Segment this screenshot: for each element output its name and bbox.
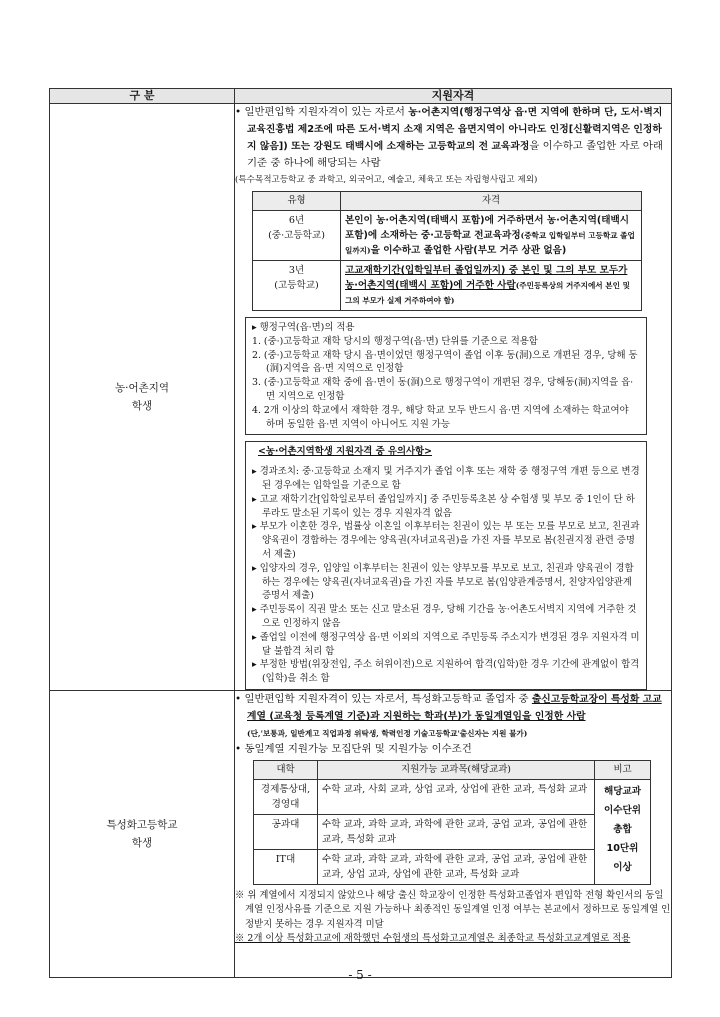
special-note: (단,'보통과, 일반계고 직업과정 위탁생, 학력인정 기술고등학교'출신자는 지원 불가) bbox=[247, 728, 528, 738]
header-category: 구 분 bbox=[50, 89, 235, 104]
rural-type-table: 유형 자격 6년 (중·고등학교) 본인이 농·어촌지역(태백시 포함)에 거주하면서 농·어촌지역(태백시 포함)에 소재하는 중·고등학교 전교육과정(중학교 입학일부터 고등학교 졸업일까지)을 이수하고 졸업한 사람(부모 거주 상관 없음) 3년 (고등학교) 고교재학기간(입학일부터 졸업일까지) 중 본인 및 그의 부모 모두가 농·어촌지역(태백시 포함)에 거주한 사람(주민등록상의 거주지에서 본인 및 그의 부모가 실제 거주하여야 함) bbox=[252, 191, 642, 311]
subjects-eng: 수학 교과, 과학 교과, 과학에 관한 교과, 공업 교과, 공업에 관한 교과, 특성화 교과 bbox=[318, 814, 595, 849]
admin-district-box: ▸ 행정구역(읍·면)의 적용 1. (중·)고등학교 재학 당시의 행정구역(읍·면) 단위를 기준으로 적용함 2. (중·)고등학교 재학 당시 읍·면이었던 행정구역이 졸업 이후 동(洞)으로 개편된 경우, 당해 동(洞)지역을 읍·면 지역으로 인정함 3. (중·)고등학교 재학 중에 읍·면이 동(洞)으로 행정구역이 개편된 경우, 당해동(洞)지역을 읍·면 지역으로 인정함 4. 2개 이상의 학교에서 재학한 경우, 해당 학교 모두 반드시 읍·면 지역에 소재하는 학교여야 하며 동일한 읍·면 지역이 아니어도 지원 가능 bbox=[245, 317, 647, 435]
special-label: 특성화고등학교 학생 bbox=[50, 690, 235, 977]
eligibility-table bbox=[49, 88, 672, 978]
caution-box: <농·어촌지역학생 지원자격 중 유의사항> ▸ 경과조치: 중·고등학교 소재지 및 거주지가 졸업 이후 또는 재학 중 행정구역 개편 등으로 변경된 경우에는 입학일을 기준으로 함 ▸ 고교 재학기간[입학일로부터 졸업일까지] 중 주민등록초본 상 수험생 및 부모 중 1인이 단 하루라도 말소된 기록이 있는 경우 지원자격 없음 ▸ 부모가 이혼한 경우, 법률상 이혼일 이후부터는 친권이 있는 부 또는 모를 부모로 보고, 친권과 양육권이 경합하는 경우에는 양육권(자녀교육권)을 가진 자를 부모로 봄(친권지정 관련 증명서 제출) ▸ 입양자의 경우, 입양일 이후부터는 친권이 있는 양부모를 부모로 보고, 친권과 양육권이 경합하는 경우에는 양육권(자녀교육권)을 가진 자를 부모로 봄(입양관계증명서, 친양자입양관계증명서 제출) ▸ 주민등록이 직권 말소 또는 신고 말소된 경우, 당해 기간을 농·어촌도서벽지 지역에 거주한 것으로 인정하지 않음 ▸ 졸업일 이전에 행정구역상 읍·면 이외의 지역으로 주민등록 주소지가 변경된 경우 지원자격 미달 불합격 처리 함 ▸ 부정한 방법(위장전입, 주소 허위이전)으로 지원하여 합격(입학)한 경우 기간에 관계없이 합격(입학)을 취소 함 bbox=[245, 441, 647, 690]
page-number: - 5 - bbox=[348, 968, 372, 982]
subjects-it: 수학 교과, 과학 교과, 과학에 관한 교과, 공업 교과, 공업에 관한 교과, 상업 교과, 상업에 관한 교과, 특성화 교과 bbox=[318, 849, 595, 884]
type-3yr: 3년 (고등학교) bbox=[253, 261, 341, 311]
remark-cell: 해당교과 이수단위 총합 10단위 이상 bbox=[595, 779, 651, 884]
special-note-2: ※ 2개 이상 특성화고교에 재학했던 수험생의 특성화고교계열은 최종학교 특성화고교계열로 적용 bbox=[235, 933, 631, 945]
special-note-1: ※ 위 계열에서 지정되지 않았으나 해당 출신 학교장이 인정한 특성화고졸업자 편입학 전형 확인서의 동일계열 인정사유를 기준으로 지원 가능하나 최종적인 동일계열 인정 여부는 본교에서 정하므로 동일계열 인정받지 못하는 경우 지원자격 미달 bbox=[235, 889, 671, 930]
type-6yr-desc: 본인이 농·어촌지역(태백시 포함)에 거주하면서 농·어촌지역(태백시 포함)에 소재하는 중·고등학교 전교육과정(중학교 입학일부터 고등학교 졸업일까지)을 이수하고 졸업한 사람(부모 거주 상관 없음) bbox=[341, 211, 642, 261]
college-eng: 공과대 bbox=[254, 814, 318, 849]
type-6yr: 6년 (중·고등학교) bbox=[253, 211, 341, 261]
special-intro: • 일반편입학 지원자격이 있는 자로서, 특성화고등학교 졸업자 중 출신고등학교장이 특성화 고교계열 (교육청 등록계열 기준)과 지원하는 학과(부)가 동일계열임을 인정한 사람 bbox=[235, 692, 662, 722]
special-bullet2: • 동일계열 지원가능 모집단위 및 지원가능 이수조건 bbox=[235, 742, 472, 755]
special-table: 대학 지원가능 교과목(해당교과) 비고 경제통상대, 경영대 수학 교과, 사회 교과, 상업 교과, 상업에 관한 교과, 특성화 교과 해당교과 이수단위 총합 10단위 이상 공과대 수학 교과, 과학 교과, 과학에 관한 교과, 공업 교과, 공업에 관한 교과, 특성화 교과 IT대 수학 교과, 과학 교과, 과학에 관한 교과, 공업 교과, 공업에 관한 교과, 상업 교과, 상업에 관한 교과, 특성화 교과 bbox=[253, 760, 651, 885]
special-content bbox=[235, 690, 672, 977]
rural-label: 농·어촌지역 학생 bbox=[50, 104, 235, 691]
header-eligibility: 지원자격 bbox=[235, 89, 672, 104]
rural-exclude-note: (특수목적고등학교 중 과학고, 외국어고, 예술고, 체육고 또는 자립형사립고 제외) bbox=[235, 175, 538, 185]
rural-content bbox=[235, 104, 672, 691]
rural-intro: • 일반편입학 지원자격이 있는 자로서 농·어촌지역(행정구역상 읍·면 지역에 한하며 단, 도서·벽지 교육진흥법 제2조에 따른 도서·벽지 소재 지역은 읍면지역이 아니라도 인정[신활력지역은 인정하지 않음]) 또는 강원도 태백시에 소재하는 고등학교의 전 교육과정을 이수하고 졸업한 자로 아래 기준 중 하나에 해당되는 사람 bbox=[235, 106, 663, 169]
college-econ: 경제통상대, 경영대 bbox=[254, 779, 318, 814]
college-it: IT대 bbox=[254, 849, 318, 884]
subjects-econ: 수학 교과, 사회 교과, 상업 교과, 상업에 관한 교과, 특성화 교과 bbox=[318, 779, 595, 814]
type-3yr-desc: 고교재학기간(입학일부터 졸업일까지) 중 본인 및 그의 부모 모두가 농·어촌지역(태백시 포함)에 거주한 사람(주민등록상의 거주지에서 본인 및 그의 부모가 실제 거주하여야 함) bbox=[341, 261, 642, 311]
